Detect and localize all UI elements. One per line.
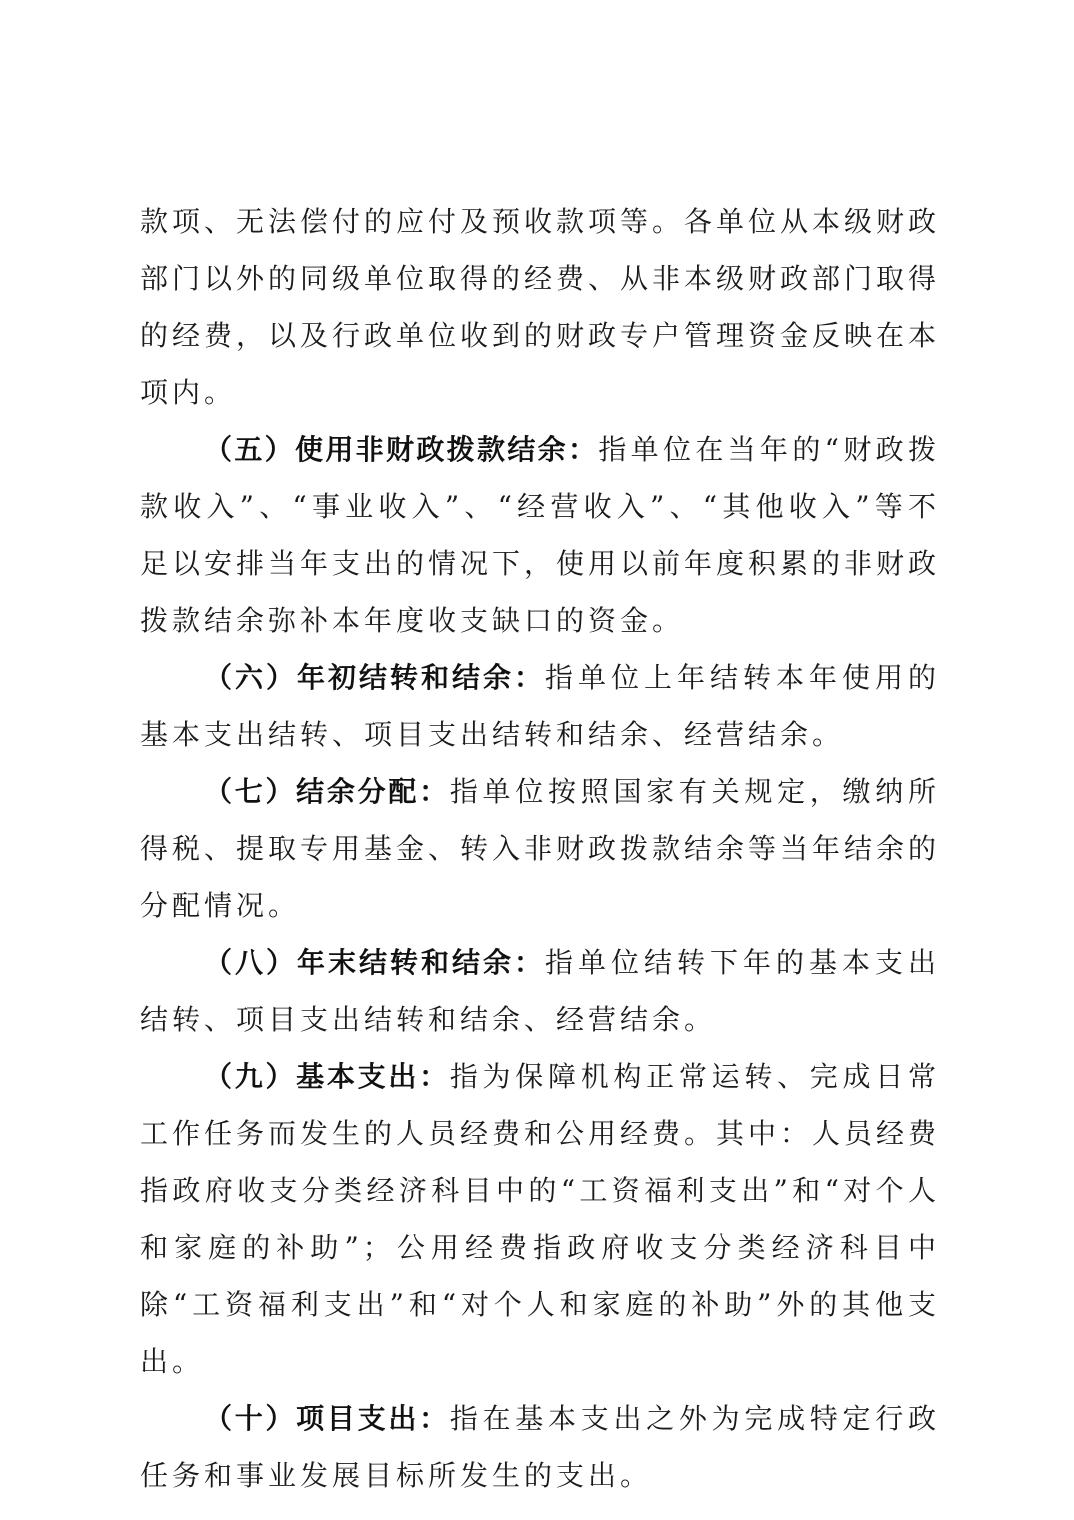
document-page — [140, 193, 940, 1504]
item-5-body: 指单位在当年的“财政拨款收入”、“事业收入”、“经营收入”、“其他收入”等不足以安排当年支出的情况下，使用以前年度积累的非财政拨款结余弥补本年度收支缺口的资金。 — [140, 433, 941, 637]
item-6-body: 指单位上年结转本年使用的基本支出结转、项目支出结转和结余、经营结余。 — [140, 661, 940, 751]
item-7-paragraph — [140, 763, 940, 934]
item-9-body: 指为保障机构正常运转、完成日常工作任务而发生的人员经费和公用经费。其中：人员经费指政府收支分类经济科目中的“工资福利支出”和“对个人和家庭的补助”；公用经费指政府收支分类经济科目中除“工资福利支出”和“对个人和家庭的补助”外的其他支出。 — [140, 1060, 941, 1378]
item-8-paragraph — [140, 934, 940, 1048]
item-7-body: 指单位按照国家有关规定，缴纳所得税、提取专用基金、转入非财政拨款结余等当年结余的分配情况。 — [140, 775, 941, 922]
item-9-term: （九）基本支出： — [204, 1060, 450, 1093]
item-8-term: （八）年末结转和结余： — [204, 946, 545, 979]
item-10-term: （十）项目支出： — [204, 1402, 450, 1435]
item-7-term: （七）结余分配： — [204, 775, 450, 808]
item-10-paragraph — [140, 1390, 940, 1504]
item-6-term: （六）年初结转和结余： — [204, 661, 545, 694]
item-10-body: 指在基本支出之外为完成特定行政任务和事业发展目标所发生的支出。 — [140, 1402, 940, 1492]
item-6-paragraph — [140, 649, 940, 763]
item-9-paragraph — [140, 1048, 940, 1390]
item-5-term: （五）使用非财政拨款结余： — [204, 433, 599, 466]
item-5-paragraph — [140, 421, 940, 649]
intro-paragraph: 款项、无法偿付的应付及预收款项等。各单位从本级财政部门以外的同级单位取得的经费、从非本级财政部门取得的经费，以及行政单位收到的财政专户管理资金反映在本项内。 — [140, 205, 941, 409]
item-8-body: 指单位结转下年的基本支出结转、项目支出结转和结余、经营结余。 — [140, 946, 940, 1036]
